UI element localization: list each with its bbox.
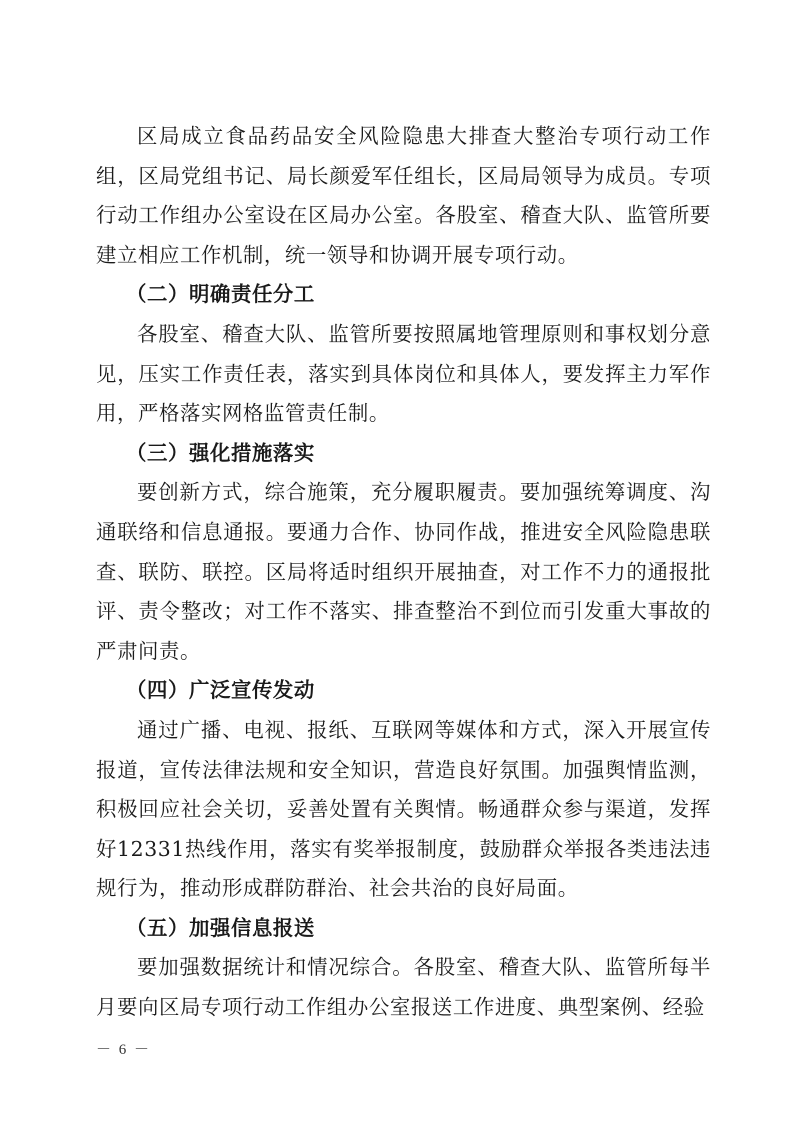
paragraph-responsibility: 各股室、稽查大队、监管所要按照属地管理原则和事权划分意见，压实工作责任表，落实到具体岗位和具体人，要发挥主力军作用，严格落实网格监管责任制。 bbox=[96, 321, 711, 426]
section-heading-responsibility: （二）明确责任分工 bbox=[126, 282, 315, 307]
document-body bbox=[96, 117, 711, 1028]
section-heading-measures: （三）强化措施落实 bbox=[126, 440, 315, 465]
page-number: － 6 － bbox=[96, 1042, 152, 1058]
paragraph-measures: 要创新方式，综合施策，充分履职履责。要加强统筹调度、沟通联络和信息通报。要通力合作、协同作战，推进安全风险隐患联查、联防、联控。区局将适时组织开展抽查，对工作不力的通报批评、责令整改；对工作不落实、排查整治不到位而引发重大事故的严肃问责。 bbox=[96, 480, 711, 663]
paragraph-working-group: 区局成立食品药品安全风险隐患大排查大整治专项行动工作组，区局党组书记、局长颜爱军任组长，区局局领导为成员。专项行动工作组办公室设在区局办公室。各股室、稽查大队、监管所要建立相应工作机制，统一领导和协调开展专项行动。 bbox=[96, 124, 711, 267]
section-heading-publicity: （四）广泛宣传发动 bbox=[126, 678, 315, 703]
paragraph-reporting: 要加强数据统计和情况综合。各股室、稽查大队、监管所每半月要向区局专项行动工作组办公室报送工作进度、典型案例、经验 bbox=[96, 955, 711, 1020]
paragraph-publicity: 通过广播、电视、报纸、互联网等媒体和方式，深入开展宣传报道，宣传法律法规和安全知识，营造良好氛围。加强舆情监测，积极回应社会关切，妥善处置有关舆情。畅通群众参与渠道，发挥好12331热线作用，落实有奖举报制度，鼓励群众举报各类违法违规行为，推动形成群防群治、社会共治的良好局面。 bbox=[96, 717, 711, 901]
section-heading-reporting: （五）加强信息报送 bbox=[126, 915, 315, 940]
